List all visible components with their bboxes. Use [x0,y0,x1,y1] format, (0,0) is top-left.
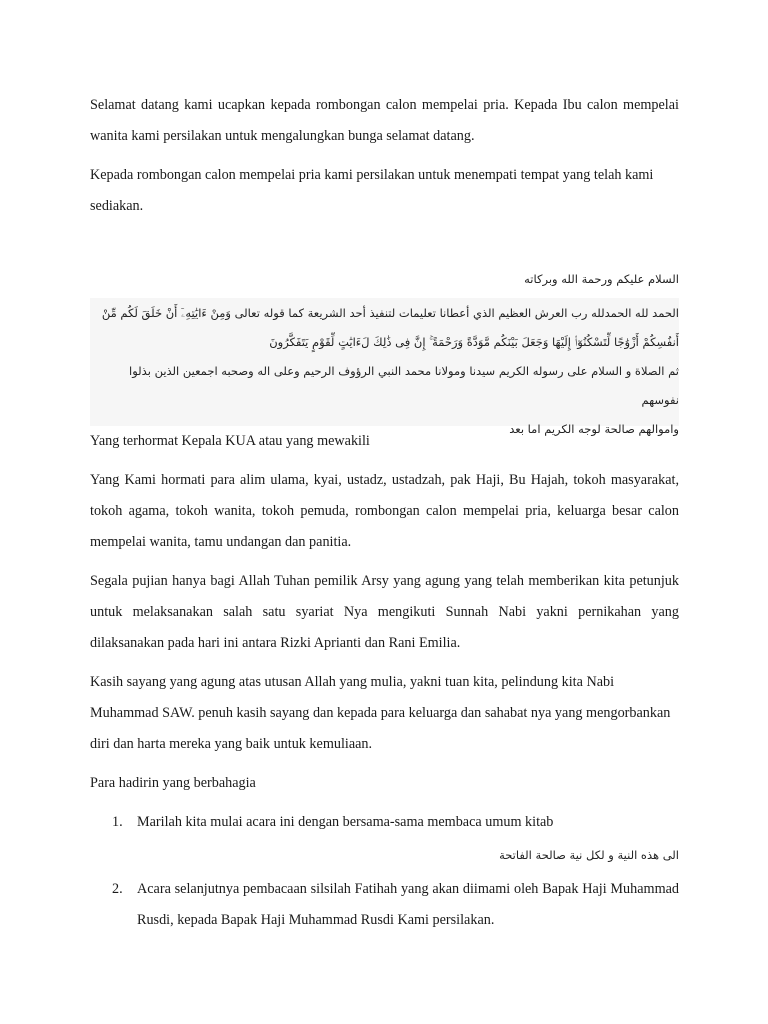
section-spacer [90,222,679,268]
arabic-prayer-block [90,298,679,436]
arabic-hamdalah-line-2: أَنفُسِكُمْ أَزْوَٰجًا لِّتَسْكُنُوٓا۟ إِلَيْهَا وَجَعَلَ بَيْنَكُم مَّوَدَّةً وَرَحْمَةً ۚ إِنَّ فِى ذَٰلِكَ لَءَايَٰتٍ لِّقَوْمٍ يَتَفَكَّرُونَ [269,335,679,349]
arabic-shalawat-line-1: ثم الصلاة و السلام على رسوله الكريم سيدنا ومولانا محمد النبي الرؤوف الرحيم وعلى اله وصحبه اجمعين الذين بذلوا نفوسهم [129,364,679,407]
praise-paragraph: Segala pujian hanya bagi Allah Tuhan pemilik Arsy yang agung yang telah memberikan kita petunjuk untuk melaksanakan salah satu syariat Nya mengikuti Sunnah Nabi yakni pernikahan yang dilaksanakan pada hari ini antara Rizki Aprianti dan Rani Emilia. [90,573,679,651]
list-item-text: Acara selanjutnya pembacaan silsilah Fatihah yang akan diimami oleh Bapak Haji Muhammad Rusdi, kepada Bapak Haji Muhammad Rusdi Kami persilakan. [137,881,679,928]
list-item [90,874,679,936]
shalawat-paragraph: Kasih sayang yang agung atas utusan Allah yang mulia, yakni tuan kita, pelindung kita Nabi Muhammad SAW. penuh kasih sayang dan kepada para keluarga dan sahabat nya yang mengorbankan diri dan harta mereka yang baik untuk kemuliaan. [90,674,671,752]
list-item-text: Marilah kita mulai acara ini dengan bersama-sama membaca umum kitab [137,814,554,830]
list-item-number: 1. [112,814,123,830]
audience-greeting: Para hadirin yang berbahagia [90,775,256,791]
welcome-paragraph: Selamat datang kami ucapkan kepada rombongan calon mempelai pria. Kepada Ibu calon mempelai wanita kami persilakan untuk mengalungkan bunga selamat datang. [90,97,679,144]
seating-paragraph: Kepada rombongan calon mempelai pria kami persilakan untuk menempati tempat yang telah kami sediakan. [90,167,654,214]
arabic-hamdalah-line-1: الحمد لله الحمدلله رب العرش العظيم الذي أعطانا تعليمات لتنفيذ أحد الشريعة كما قوله تعالى وَمِنْ ءَايَٰتِهِۦٓ أَنْ خَلَقَ لَكُم مِّنْ [101,306,679,320]
arabic-fatihah: الى هذه النية و لكل نية صالحة الفاتحة [499,848,679,862]
list-item [90,807,679,838]
arabic-shalawat-line-2: واموالهم صالحة لوجه الكريم اما بعد [509,422,679,436]
agenda-list-continued [90,874,679,936]
list-item-number: 2. [112,881,123,897]
arabic-salam: السلام عليكم ورحمة الله وبركاته [524,272,679,286]
agenda-list [90,807,679,838]
document-page [90,90,679,936]
guests-address: Yang Kami hormati para alim ulama, kyai, ustadz, ustadzah, pak Haji, Bu Hajah, tokoh masyarakat, tokoh agama, tokoh wanita, tokoh pemuda, rombongan calon mempelai pria, keluarga besar calon mempelai wanita, tamu undangan dan panitia. [90,472,679,550]
kua-address: Yang terhormat Kepala KUA atau yang mewakili [90,433,370,449]
